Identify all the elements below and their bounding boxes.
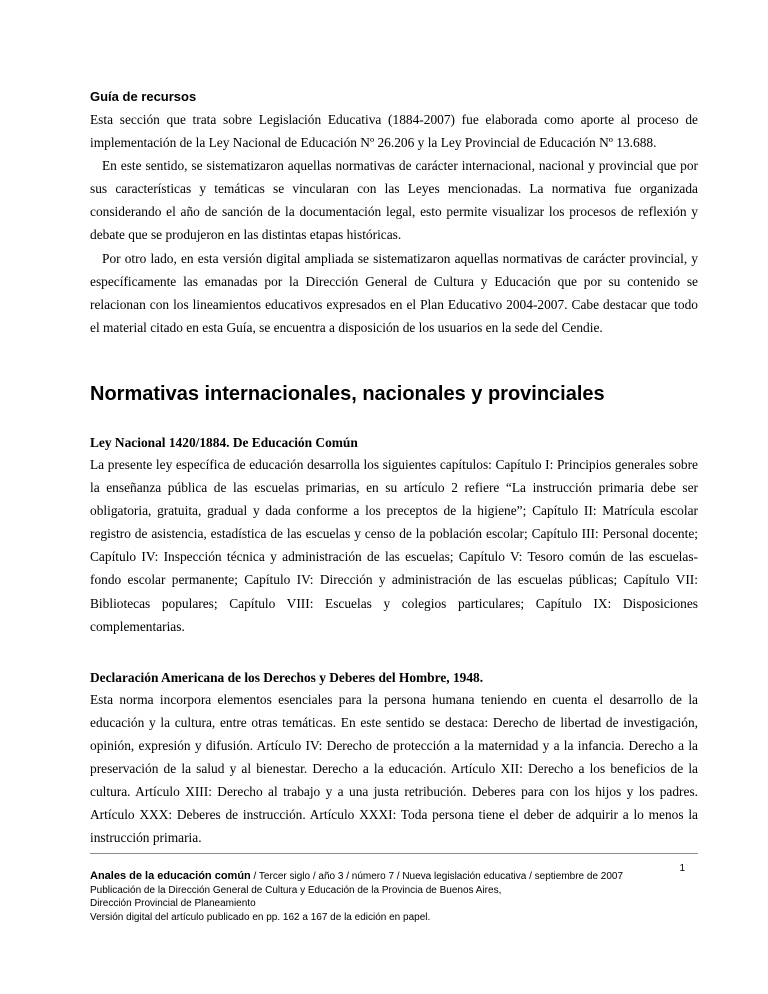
guide-paragraph: Esta sección que trata sobre Legislación Educativa (1884-2007) fue elaborada como aporte al proceso de implementación de la Ley Nacional de Educación Nº 26.206 y la Ley Provincial de Educación Nº 13.688. [90,112,698,151]
page-number: 1 [679,863,685,874]
law-entry [90,433,698,638]
section-title: Normativas internacionales, nacionales y provinciales [90,382,605,405]
law-entry-body: Esta norma incorpora elementos esenciales para la persona humana teniendo en cuenta el desarrollo de la educación y la cultura, entre otras temáticas. En este sentido se destaca: Derecho de libertad de investigación, opinión, expresión y difusión. Artículo IV: Derecho de protección a la maternidad y a la infancia. Derecho a la preservación de la salud y al bienestar. Derecho a la educación. Artículo XII: Derecho a los beneficios de la cultura. Artículo XIII: Derecho al trabajo y a una justa retribución. Deberes para con los hijos y los padres. Artículo XXX: Deberes de instrucción. Artículo XXXI: Toda persona tiene el deber de adquirir a lo menos la instrucción primaria. [90,691,698,846]
guide-heading: Guía de recursos [90,89,197,104]
footer-citation [90,870,670,884]
footer-edition-note: Versión digital del artículo publicado en pp. 162 a 167 de la edición en papel. [90,911,431,923]
law-entry-body: La presente ley específica de educación desarrolla los siguientes capítulos: Capítulo I: Principios generales sobre la enseñanza pública de las escuelas primarias, en su artículo 2 refiere “La instrucción primaria debe ser obligatoria, gratuita, gradual y dada conforme a los preceptos de la higiene”; Capítulo II: Matrícula escolar registro de asistencia, estadística de las escuelas y censo de la población escolar; Capítulo III: Personal docente; Capítulo IV: Inspección técnica y administración de las escuelas; Capítulo V: Tesoro común de las escuelas- fondo escolar permanente; Capítulo IV: Dirección y administración de las escuelas públicas; Capítulo VII: Bibliotecas populares; Capítulo VIII: Escuelas y colegios particulares; Capítulo IX: Disposiciones complementarias. [90,456,698,634]
footer-department: Dirección Provincial de Planeamiento [90,898,256,909]
footer-publisher: Publicación de la Dirección General de Cultura y Educación de la Provincia de Buenos Aires, [90,884,502,896]
footer-issue: / Tercer siglo / año 3 / número 7 / Nueva legislación educativa / septiembre de 2007 [250,871,624,882]
footer-journal-name: Anales de la educación común [90,870,251,882]
guide-paragraph: Por otro lado, en esta versión digital ampliada se sistematizaron aquellas normativas de carácter provincial, y específicamente las emanadas por la Dirección General de Cultura y Educación que por su contenido se relacionan con los lineamientos educativos expresados en el Plan Educativo 2004-2007. Cabe destacar que todo el material citado en esta Guía, se encuentra a disposición de los usuarios en la sede del Cendie. [90,250,698,335]
page-footer [90,870,670,924]
law-entry-title: Ley Nacional 1420/1884. De Educación Común [90,434,358,450]
page-content [90,88,698,849]
guide-paragraph: En este sentido, se sistematizaron aquellas normativas de carácter internacional, nacional y provincial que por sus características y temáticas se vincularan con las Leyes mencionadas. La normativa fue organizada considerando el año de sanción de la documentación legal, esto permite visualizar los procesos de reflexión y debate que se produjeron en las distintas etapas históricas. [90,158,698,243]
law-entry-title: Declaración Americana de los Derechos y Deberes del Hombre, 1948. [90,669,484,685]
footer-divider [90,853,698,854]
law-entry [90,668,698,850]
